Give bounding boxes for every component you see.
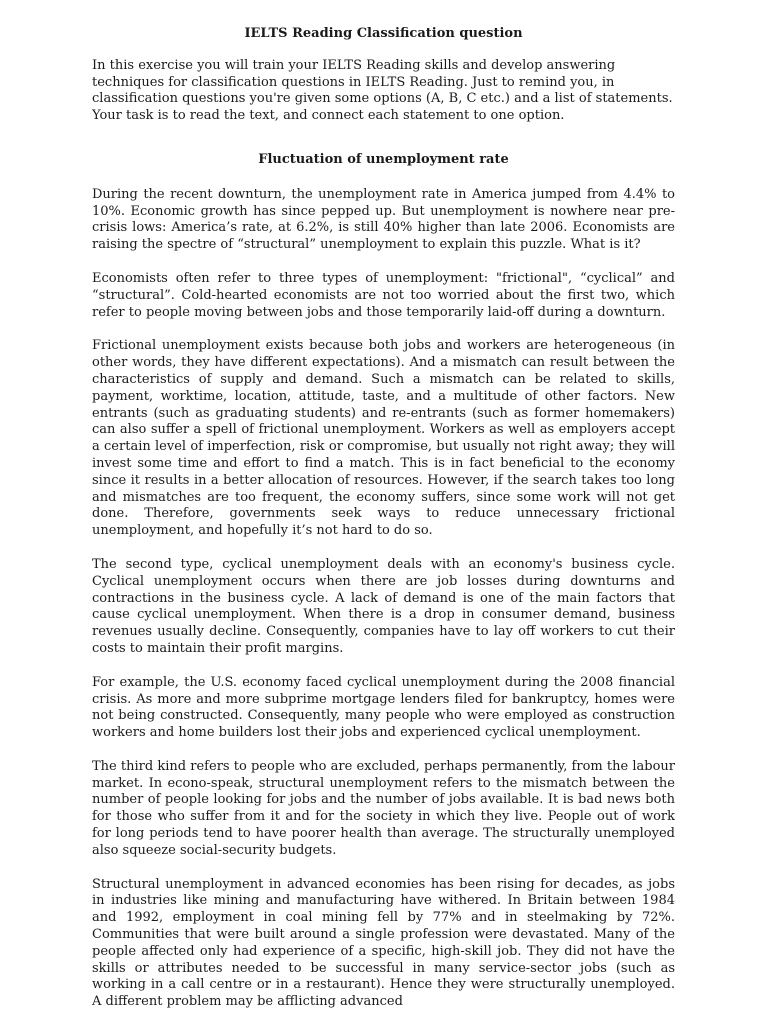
document-title: IELTS Reading Classification question [244,26,523,41]
paragraph-4: The second type, cyclical unemployment deals with an economy's business cycle. Cyclical unemployment occurs when there are job losses during downturns and contractions in the business cycle. A lack of demand is one of the main factors that cause cyclical unemployment. When there is a drop in consumer demand, business revenues usually decline. Consequently, companies have to lay off workers to cut their costs to maintain their profit margins. [92,556,675,656]
article-title: Fluctuation of unemployment rate [258,151,509,167]
paragraph-3: Frictional unemployment exists because both jobs and workers are heterogeneous (in other words, they have different expectations). And a mismatch can result between the characteristics of supply and demand. Such a mismatch can be related to skills, payment, worktime, location, attitude, taste, and a multitude of other factors. New entrants (such as graduating students) and re-entrants (such as former homemakers) can also suffer a spell of frictional unemployment. Workers as well as employers accept a certain level of imperfection, risk or compromise, but usually not right away; they will invest some time and effort to find a match. This is in fact beneficial to the economy since it results in a better allocation of resources. However, if the search takes too long and mismatches are too frequent, the economy suffers, since some work will not get done. Therefore, governments seek ways to reduce unnecessary frictional unemployment, and hopefully it’s not hard to do so. [92,338,675,539]
paragraph-5: For example, the U.S. economy faced cyclical unemployment during the 2008 financial crisis. As more and more subprime mortgage lenders filed for bankruptcy, homes were not being constructed. Consequently, many people who were employed as construction workers and home builders lost their jobs and experienced cyclical unemployment. [92,674,675,741]
paragraph-2: Economists often refer to three types of unemployment: "frictional", “cyclical” and “structural”. Cold-hearted economists are not too worried about the first two, which refer to people moving between jobs and those temporarily laid-off during a downturn. [92,270,675,320]
intro-paragraph: In this exercise you will train your IELTS Reading skills and develop answering techniques for classification questions in IELTS Reading. Just to remind you, in classification questions you're given some options (A, B, C etc.) and a list of statements. Your task is to read the text, and connect each statement to one option. [92,57,673,124]
document-page [92,0,675,1024]
paragraph-7: Structural unemployment in advanced economies has been rising for decades, as jobs in industries like mining and manufacturing have withered. In Britain between 1984 and 1992, employment in coal mining fell by 77% and in steelmaking by 72%. Communities that were built around a single profession were devastated. Many of the people affected only had experience of a specific, high-skill job. They did not have the skills or attributes needed to be successful in many service-sector jobs (such as working in a call centre or in a restaurant). Hence they were structurally unemployed. A different problem may be afflicting advanced [92,876,675,1010]
paragraph-6: The third kind refers to people who are excluded, perhaps permanently, from the labour market. In econo-speak, structural unemployment refers to the mismatch between the number of people looking for jobs and the number of jobs available. It is bad news both for those who suffer from it and for the society in which they live. People out of work for long periods tend to have poorer health than average. The structurally unemployed also squeeze social-security budgets. [92,758,675,858]
paragraph-1: During the recent downturn, the unemployment rate in America jumped from 4.4% to 10%. Economic growth has since pepped up. But unemployment is nowhere near pre-crisis lows: America’s rate, at 6.2%, is still 40% higher than late 2006. Economists are raising the spectre of “structural” unemployment to explain this puzzle. What is it? [92,186,675,253]
